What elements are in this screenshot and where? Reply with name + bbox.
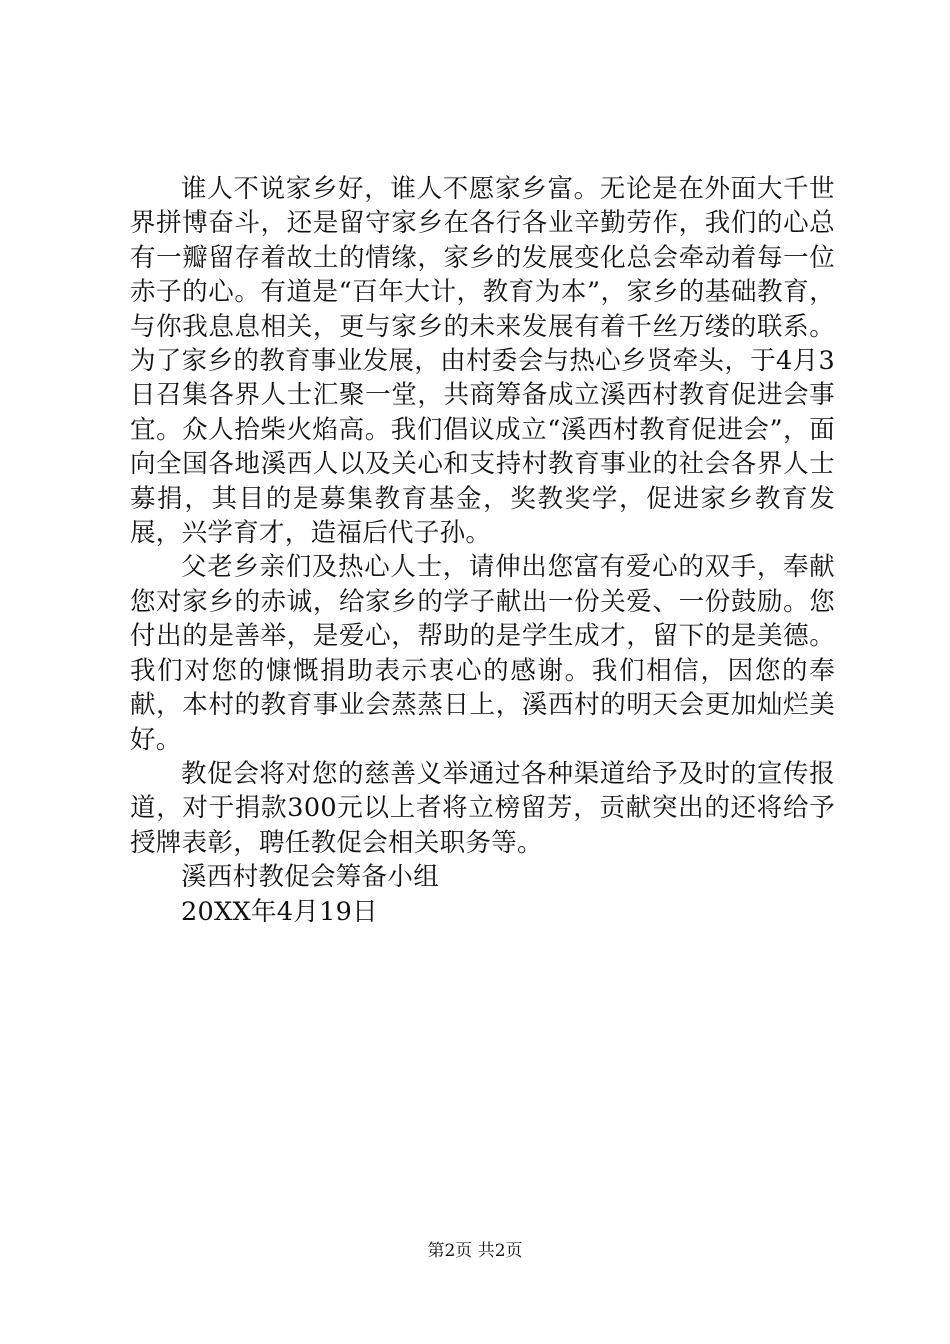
paragraph-recognition: 教促会将对您的慈善义举通过各种渠道给予及时的宣传报道，对于捐款300元以上者将立榜留芳，贡献突出的还将给予授牌表彰，聘任教促会相关职务等。 <box>130 758 835 858</box>
date-line: 20XX年4月19日 <box>181 896 378 927</box>
page-number-footer: 第2页 共2页 <box>427 1241 523 1261</box>
signature: 溪西村教促会筹备小组 <box>181 862 440 893</box>
paragraph-appeal: 父老乡亲们及热心人士，请伸出您富有爱心的双手，奉献您对家乡的赤诚，给家乡的学子献出一份关爱、一份鼓励。您付出的是善举，是爱心，帮助的是学生成才，留下的是美德。我们对您的慷慨捐助表示衷心的感谢。我们相信，因您的奉献，本村的教育事业会蒸蒸日上，溪西村的明天会更加灿烂美好。 <box>130 552 835 755</box>
document-body <box>130 172 835 929</box>
paragraph-intro: 谁人不说家乡好，谁人不愿家乡富。无论是在外面大千世界拼博奋斗，还是留守家乡在各行各业辛勤劳作，我们的心总有一瓣留存着故土的情缘，家乡的发展变化总会牵动着每一位赤子的心。有道是“百年大计，教育为本”，家乡的基础教育，与你我息息相关，更与家乡的未来发展有着千丝万缕的联系。为了家乡的教育事业发展，由村委会与热心乡贤牵头，于4月3日召集各界人士汇聚一堂，共商筹备成立溪西村教育促进会事宜。众人拾柴火焰高。我们倡议成立“溪西村教育促进会”，面向全国各地溪西人以及关心和支持村教育事业的社会各界人士募捐，其目的是募集教育基金，奖教奖学，促进家乡教育发展，兴学育才，造福后代子孙。 <box>130 174 835 549</box>
